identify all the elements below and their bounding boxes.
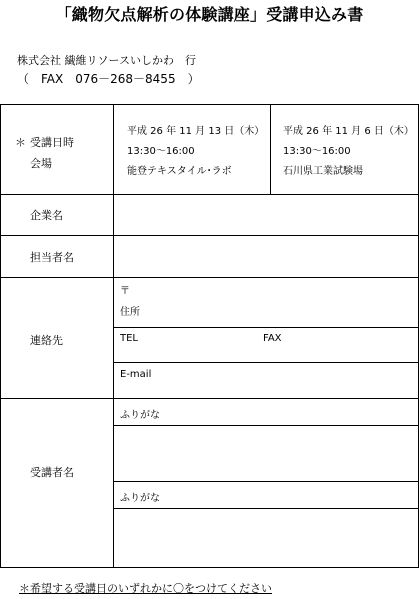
session-option-time: 13:30～16:00 [127,146,195,157]
footnote: ＊希望する受講日のいずれかに〇をつけてください [19,582,272,595]
email-label: E-mail [120,369,152,380]
address-label: 住所 [120,307,140,318]
contact-label: 連絡先 [30,334,63,347]
address-field[interactable] [140,278,418,327]
session-option-time: 13:30～16:00 [283,146,351,157]
document-title: 「織物欠点解析の体験講座」受講申込み書 [55,5,364,24]
table-left-border [0,104,1,568]
email-field[interactable] [160,363,418,398]
company-label: 企業名 [30,209,63,222]
furigana-label: ふりがな [120,493,160,504]
session-option-venue: 能登テキスタイル･ラボ [127,166,232,177]
session-marker: ＊ [15,136,26,149]
postal-mark: 〒 [120,286,130,297]
fax-label: FAX [263,333,282,344]
attendee-furigana-field[interactable] [165,482,418,508]
furigana-label: ふりがな [120,410,160,421]
session-option-date: 平成 26 年 11 月 6 日（木） [283,126,414,137]
session-venue-label: 会場 [30,157,52,170]
fax-field[interactable] [288,328,418,362]
recipient-company: 株式会社 繊維リソースいしかわ 行 [17,54,196,67]
session-option-divider [270,104,271,194]
attendee-name-field[interactable] [114,509,418,567]
person-in-charge-field[interactable] [114,236,418,277]
tel-label: TEL [120,333,138,344]
attendee-furigana-field[interactable] [165,399,418,425]
table-bottom-border [0,567,419,568]
table-top-border [0,104,419,105]
session-option-date: 平成 26 年 11 月 13 日（木） [127,126,265,137]
attendee-label: 受講者名 [30,466,74,479]
label-column-divider [113,104,114,568]
session-date-label: 受講日時 [30,136,74,149]
tel-field[interactable] [140,328,260,362]
recipient-fax: （ FAX 076－268－8455 ） [17,72,200,86]
person-in-charge-label: 担当者名 [30,251,74,264]
company-field[interactable] [114,195,418,235]
session-option-venue: 石川県工業試験場 [283,166,363,177]
attendee-name-field[interactable] [114,426,418,481]
